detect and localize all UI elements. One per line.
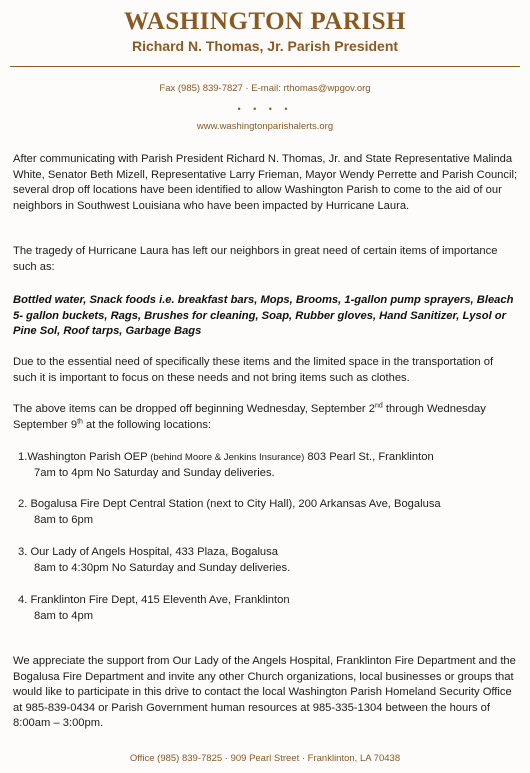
location-hours: 7am to 4pm No Saturday and Sunday deliveries. xyxy=(34,466,275,479)
location-hours: 8am to 4pm xyxy=(34,609,94,622)
location-note: (behind Moore & Jenkins Insurance) xyxy=(147,452,305,463)
location-hours: 8am to 4:30pm No Saturday and Sunday deliveries. xyxy=(34,561,291,574)
intro-paragraph: After communicating with Parish President Richard N. Thomas, Jr. and State Representative Malinda White, Senator Beth Mizell, Representative Larry Frieman, Mayor Wendy Perrette and Parish Council; several drop off locations have been identified to allow Washington Parish to come to the aid of our neighbors in Southwest Louisiana who have been impacted by Hurricane Laura. xyxy=(13,153,518,212)
location-name: 4. Franklinton Fire Dept, 415 Eleventh Ave, Franklinton xyxy=(18,594,290,606)
focus-paragraph: Due to the essential need of specifically these items and the limited space in the transportation of such it is important to focus on these needs and not bring items such as clothes. xyxy=(13,356,494,384)
location-name: 1.Washington Parish OEP xyxy=(18,451,148,463)
location-item xyxy=(18,497,518,528)
dropoff-dates-text-a: The above items can be dropped off beginning Wednesday, September 2 xyxy=(13,403,375,415)
items-list: Bottled water, Snack foods i.e. breakfast bars, Mops, Brooms, 1-gallon pump sprayers, Bleach 5- gallon buckets, Rags, Brushes for cleaning, Soap, Rubber gloves, Hand Sanitizer, Lysol or Pine Sol, Roof tarps, Garbage Bags xyxy=(13,294,514,338)
letterhead xyxy=(0,8,530,55)
location-item xyxy=(18,450,518,481)
ordinal-suffix: nd xyxy=(374,402,383,410)
location-item xyxy=(18,593,518,624)
location-name: 2. Bogalusa Fire Dept Central Station (next to City Hall), 200 Arkansas Ave, Bogalusa xyxy=(18,498,441,510)
location-hours: 8am to 6pm xyxy=(34,513,94,526)
decorative-dots: • • • • xyxy=(237,104,293,114)
dropoff-dates-paragraph xyxy=(13,402,519,433)
dropoff-dates-text-b: through Wednesday September 9 xyxy=(13,403,486,431)
location-item xyxy=(18,545,518,576)
ordinal-suffix: th xyxy=(77,417,83,425)
website-link[interactable]: www.washingtonparishalerts.org xyxy=(196,121,334,132)
letterhead-title: WASHINGTON PARISH xyxy=(124,8,406,35)
needs-paragraph: The tragedy of Hurricane Laura has left our neighbors in great need of certain items of importance such as: xyxy=(13,245,498,273)
closing-paragraph: We appreciate the support from Our Lady of the Angels Hospital, Franklinton Fire Department and the Bogalusa Fire Department and invite any other Church organizations, local businesses or groups that would like to participate in this drive to contact the local Washington Parish Homeland Security Office at 985-839-0434 or Parish Government human resources at 985-335-1304 between the hours of 8:00am – 3:00pm. xyxy=(13,655,516,730)
letterhead-subtitle: Richard N. Thomas, Jr. Parish President xyxy=(131,38,399,54)
contact-info: Fax (985) 839-7827 · E-mail: rthomas@wpgov.org xyxy=(159,83,371,94)
location-name: 3. Our Lady of Angels Hospital, 433 Plaza, Bogalusa xyxy=(18,546,278,558)
letter-footer: Office (985) 839-7825 · 909 Pearl Street · Franklinton, LA 70438 xyxy=(129,753,401,764)
header-divider xyxy=(10,66,520,67)
location-address: 803 Pearl St., Franklinton xyxy=(304,451,434,463)
dropoff-dates-text-c: at the following locations: xyxy=(82,418,212,431)
